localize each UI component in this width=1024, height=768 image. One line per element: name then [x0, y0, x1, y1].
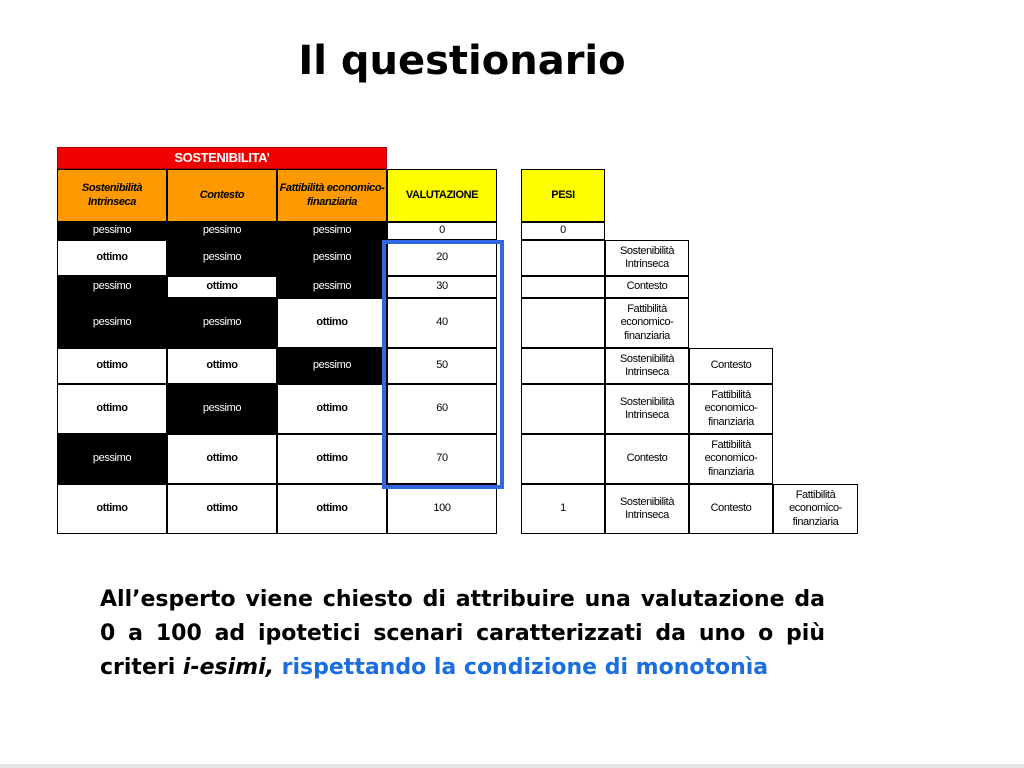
footer-line	[0, 764, 1024, 768]
paragraph-blue: rispettando la condizione di monotonìa	[273, 655, 769, 680]
criterion-cell: ottimo	[167, 276, 277, 298]
valutazione-cell: 60	[387, 384, 497, 434]
criteria-combination-cell: Sostenibilità Intrinseca	[605, 348, 689, 384]
criterion-cell: pessimo	[167, 240, 277, 276]
criterion-cell: ottimo	[277, 298, 387, 348]
criterion-cell: pessimo	[277, 348, 387, 384]
valutazione-cell: 40	[387, 298, 497, 348]
valutazione-cell: 100	[387, 484, 497, 534]
valutazione-cell: 30	[387, 276, 497, 298]
criteria-combination-cell: Contesto	[605, 276, 689, 298]
criterion-cell: pessimo	[167, 222, 277, 240]
criteria-combination-cell: Contesto	[689, 484, 773, 534]
criteria-combination-cell: Fattibilità economico-finanziaria	[689, 434, 773, 484]
col-header-pesi: PESI	[521, 169, 605, 222]
criterion-cell: pessimo	[57, 298, 167, 348]
col-header-contesto: Contesto	[167, 169, 277, 222]
criterion-cell: ottimo	[277, 434, 387, 484]
criterion-cell: ottimo	[167, 434, 277, 484]
criterion-cell: ottimo	[57, 240, 167, 276]
criterion-cell: pessimo	[57, 222, 167, 240]
criterion-cell: pessimo	[57, 434, 167, 484]
criteria-combination-cell: Fattibilità economico-finanziaria	[689, 384, 773, 434]
peso-cell	[521, 348, 605, 384]
criteria-combination-cell: Sostenibilità Intrinseca	[605, 484, 689, 534]
peso-cell	[521, 384, 605, 434]
peso-cell	[521, 276, 605, 298]
explanation-paragraph	[100, 583, 825, 685]
peso-cell	[521, 240, 605, 276]
criterion-cell: ottimo	[167, 484, 277, 534]
criterion-cell: pessimo	[277, 276, 387, 298]
page-title: Il questionario	[298, 38, 626, 84]
peso-cell	[521, 434, 605, 484]
criterion-cell: pessimo	[167, 384, 277, 434]
criteria-combination-cell: Fattibilità economico-finanziaria	[605, 298, 689, 348]
col-header-fattibilita: Fattibilità economico-finanziaria	[277, 169, 387, 222]
peso-cell: 1	[521, 484, 605, 534]
criteria-combination-cell: Fattibilità economico-finanziaria	[773, 484, 858, 534]
paragraph-italic: i-esimi,	[182, 655, 274, 680]
criterion-cell: ottimo	[57, 348, 167, 384]
group-header: SOSTENIBILITA’	[57, 147, 387, 169]
valutazione-cell: 20	[387, 240, 497, 276]
criterion-cell: ottimo	[57, 384, 167, 434]
criterion-cell: pessimo	[277, 222, 387, 240]
paragraph-text: All’esperto viene chiesto di attribuire una valutazione da 0 a 100 ad ipotetici scenari caratterizzati da uno o più criteri	[100, 587, 825, 680]
criterion-cell: ottimo	[167, 348, 277, 384]
criterion-cell: ottimo	[57, 484, 167, 534]
criterion-cell: ottimo	[277, 484, 387, 534]
peso-cell: 0	[521, 222, 605, 240]
criterion-cell: pessimo	[57, 276, 167, 298]
criterion-cell: pessimo	[277, 240, 387, 276]
valutazione-cell: 70	[387, 434, 497, 484]
criterion-cell: pessimo	[167, 298, 277, 348]
criteria-combination-cell: Contesto	[689, 348, 773, 384]
criteria-combination-cell: Sostenibilità Intrinseca	[605, 384, 689, 434]
criteria-combination-cell: Sostenibilità Intrinseca	[605, 240, 689, 276]
col-header-sostenibilita: Sostenibilità Intrinseca	[57, 169, 167, 222]
valutazione-cell: 0	[387, 222, 497, 240]
peso-cell	[521, 298, 605, 348]
criterion-cell: ottimo	[277, 384, 387, 434]
criteria-combination-cell: Contesto	[605, 434, 689, 484]
col-header-valutazione: VALUTAZIONE	[387, 169, 497, 222]
valutazione-cell: 50	[387, 348, 497, 384]
